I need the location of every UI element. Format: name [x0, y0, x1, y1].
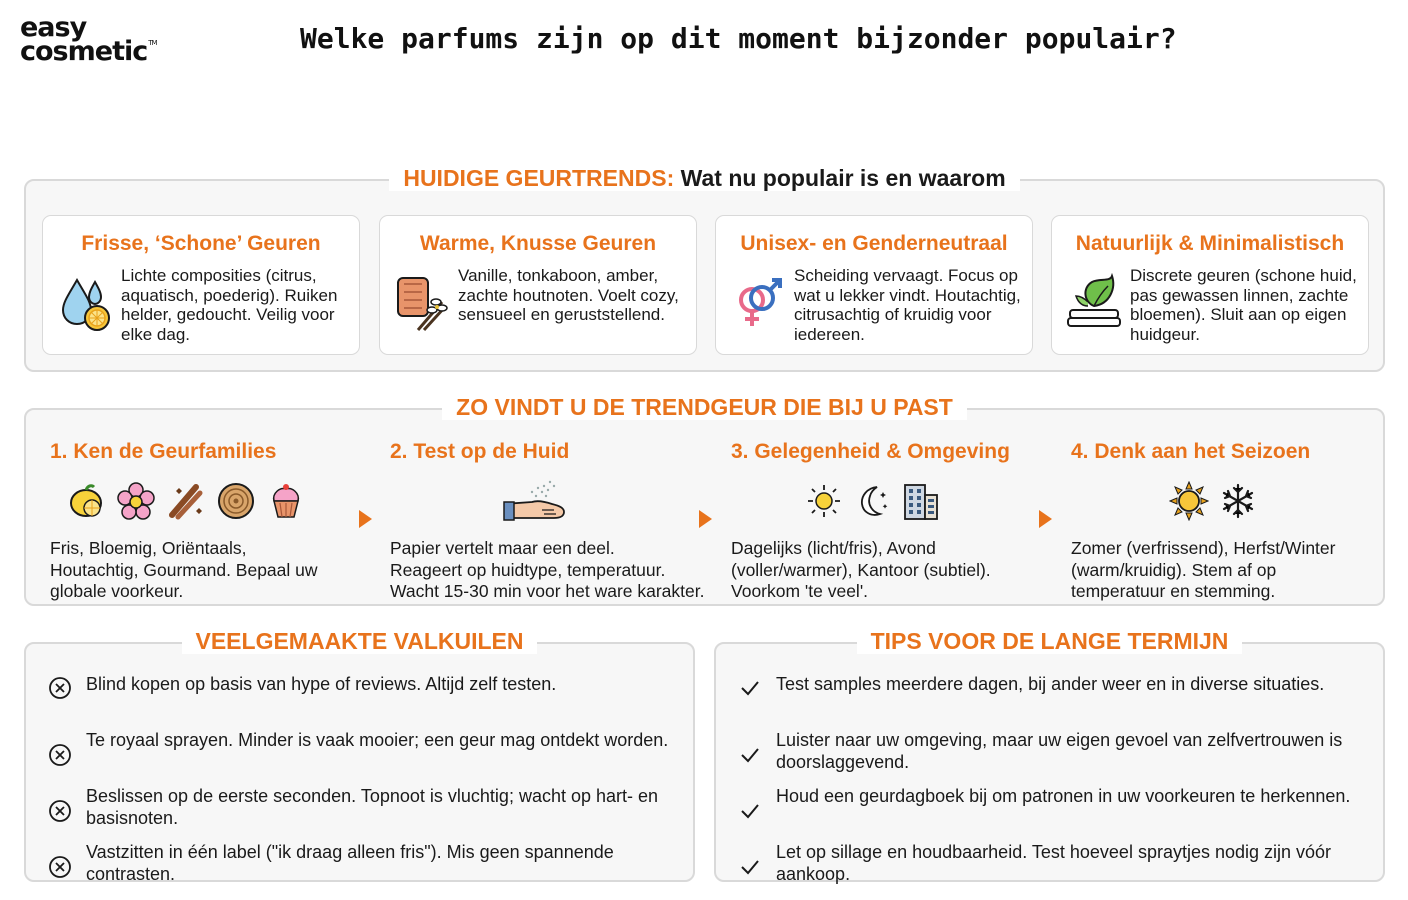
trend-card-text: Discrete geuren (schone huid, pas gewassen linnen, zachte bloemen). Sluit aan op eigen huidgeur. [1130, 266, 1357, 344]
step-line: Houtachtig, Gourmand. Bepaal uw [50, 559, 318, 580]
step-line: Voorkom 'te veel'. [731, 581, 869, 601]
step-2 [390, 440, 725, 603]
step-title: 1. Ken de Geurfamilies [50, 440, 277, 463]
blanket-vanilla-icon [394, 272, 452, 332]
step-1 [50, 440, 385, 603]
steps-heading-text: ZO VINDT U DE TRENDGEUR DIE BIJ U PAST [442, 394, 967, 420]
list-item [46, 730, 683, 786]
wood-icon [216, 481, 256, 521]
step-arrow-icon [699, 510, 712, 528]
page-title: Welke parfums zijn op dit moment bijzonder populair? [300, 22, 1177, 55]
trademark: TM [148, 39, 157, 48]
moon-icon [853, 482, 891, 520]
step-title: 3. Gelegenheid & Omgeving [731, 440, 1010, 463]
list-item [46, 786, 683, 842]
trend-card-unisex [715, 215, 1033, 355]
tips-heading-text: TIPS VOOR DE LANGE TERMIJN [857, 628, 1243, 654]
step-line: (voller/warmer), Kantoor (subtiel). [731, 559, 991, 580]
pitfalls-heading [26, 628, 693, 655]
tip-text: Let op sillage en houdbaarheid. Test hoeveel spraytjes nodig zijn vóór aankoop. [776, 842, 1332, 884]
cross-circle-icon [48, 855, 72, 879]
spray-wrist-icon [502, 478, 568, 524]
checkmark-icon [738, 743, 762, 767]
snowflake-icon [1219, 482, 1257, 520]
tip-text: Test samples meerdere dagen, bij ander weer en in diverse situaties. [776, 674, 1325, 694]
tips-heading [716, 628, 1383, 655]
tips-panel [714, 628, 1385, 884]
list-item [46, 842, 683, 898]
pitfall-text: Beslissen op de eerste seconden. Topnoot is vluchtig; wacht op hart- en basisnoten. [86, 786, 659, 828]
trends-panel [24, 165, 1385, 372]
list-item [736, 730, 1373, 786]
checkmark-icon [738, 799, 762, 823]
tip-text: Luister naar uw omgeving, maar uw eigen gevoel van zelfvertrouwen is doorslaggevend. [776, 730, 1343, 772]
trend-card-text: Lichte composities (citrus, aquatisch, poederig). Ruiken helder, gedoucht. Veilig voor elke dag. [121, 266, 338, 344]
trend-card-title: Unisex- en Genderneutraal [740, 232, 1008, 255]
step-title: 2. Test op de Huid [390, 440, 570, 463]
step-arrow-icon [359, 510, 372, 528]
checkmark-icon [738, 855, 762, 879]
step-line: Wacht 15-30 min voor het ware karakter. [390, 581, 705, 601]
leaf-linen-icon [1066, 272, 1124, 332]
pitfalls-panel [24, 628, 695, 884]
cinnamon-icon [166, 481, 206, 521]
flower-icon [116, 481, 156, 521]
pitfall-text: Blind kopen op basis van hype of reviews. Altijd zelf testen. [86, 674, 557, 694]
pitfalls-heading-text: VEELGEMAAKTE VALKUILEN [182, 628, 538, 654]
water-drops-lemon-icon [57, 272, 115, 332]
cross-circle-icon [48, 676, 72, 700]
list-item [736, 842, 1373, 898]
list-item [736, 786, 1373, 842]
tip-text: Houd een geurdagboek bij om patronen in uw voorkeuren te herkennen. [776, 786, 1351, 806]
summer-sun-icon [1169, 481, 1209, 521]
gender-symbols-icon [730, 272, 788, 332]
step-line: Fris, Bloemig, Oriëntaals, [50, 538, 247, 558]
cupcake-icon [266, 481, 306, 521]
step-line: Dagelijks (licht/fris), Avond [731, 538, 936, 558]
trend-card-warm [379, 215, 697, 355]
trend-card-text: Scheiding vervaagt. Focus op wat u lekker vindt. Houtachtig, citrusachtig of kruidig voor iedereen. [794, 266, 1021, 344]
step-line: temperatuur en stemming. [1071, 581, 1276, 601]
sun-icon [805, 482, 843, 520]
step-line: (warm/kruidig). Stem af op [1071, 559, 1277, 580]
step-3 [731, 440, 1066, 603]
trends-heading [26, 165, 1383, 192]
pitfall-text: Te royaal sprayen. Minder is vaak mooier; een geur mag ontdekt worden. [86, 730, 669, 750]
lemon-icon [66, 481, 106, 521]
step-line: Zomer (verfrissend), Herfst/Winter [1071, 538, 1336, 558]
step-arrow-icon [1039, 510, 1052, 528]
steps-heading [26, 394, 1383, 421]
list-item [46, 674, 683, 730]
trend-card-title: Frisse, ‘Schone’ Geuren [81, 232, 321, 255]
brand-line-1: easy [20, 12, 87, 43]
trend-card-title: Natuurlijk & Minimalistisch [1075, 232, 1345, 255]
trend-card-text: Vanille, tonkaboon, amber, zachte houtnoten. Voelt cozy, sensueel en geruststellend. [458, 266, 679, 324]
brand-line-2: cosmetic [20, 36, 148, 68]
cross-circle-icon [48, 743, 72, 767]
checkmark-icon [738, 676, 762, 700]
trend-card-natural [1051, 215, 1369, 355]
step-line: Reageert op huidtype, temperatuur. [390, 559, 666, 580]
pitfall-text: Vastzitten in één label ("ik draag alleen fris"). Mis geen spannende contrasten. [86, 842, 614, 884]
cross-circle-icon [48, 799, 72, 823]
trend-card-title: Warme, Knusse Geuren [419, 232, 657, 255]
list-item [736, 674, 1373, 730]
step-line: Papier vertelt maar een deel. [390, 538, 615, 558]
step-4 [1071, 440, 1406, 603]
step-line: globale voorkeur. [50, 581, 184, 601]
steps-panel [24, 394, 1385, 606]
step-title: 4. Denk aan het Seizoen [1071, 440, 1311, 463]
trends-heading-rest: Wat nu populair is en waarom [674, 165, 1006, 191]
brand-logo [20, 12, 157, 68]
office-building-icon [901, 481, 939, 521]
trend-card-fresh [42, 215, 360, 355]
trends-heading-accent: HUIDIGE GEURTRENDS: [403, 165, 675, 191]
